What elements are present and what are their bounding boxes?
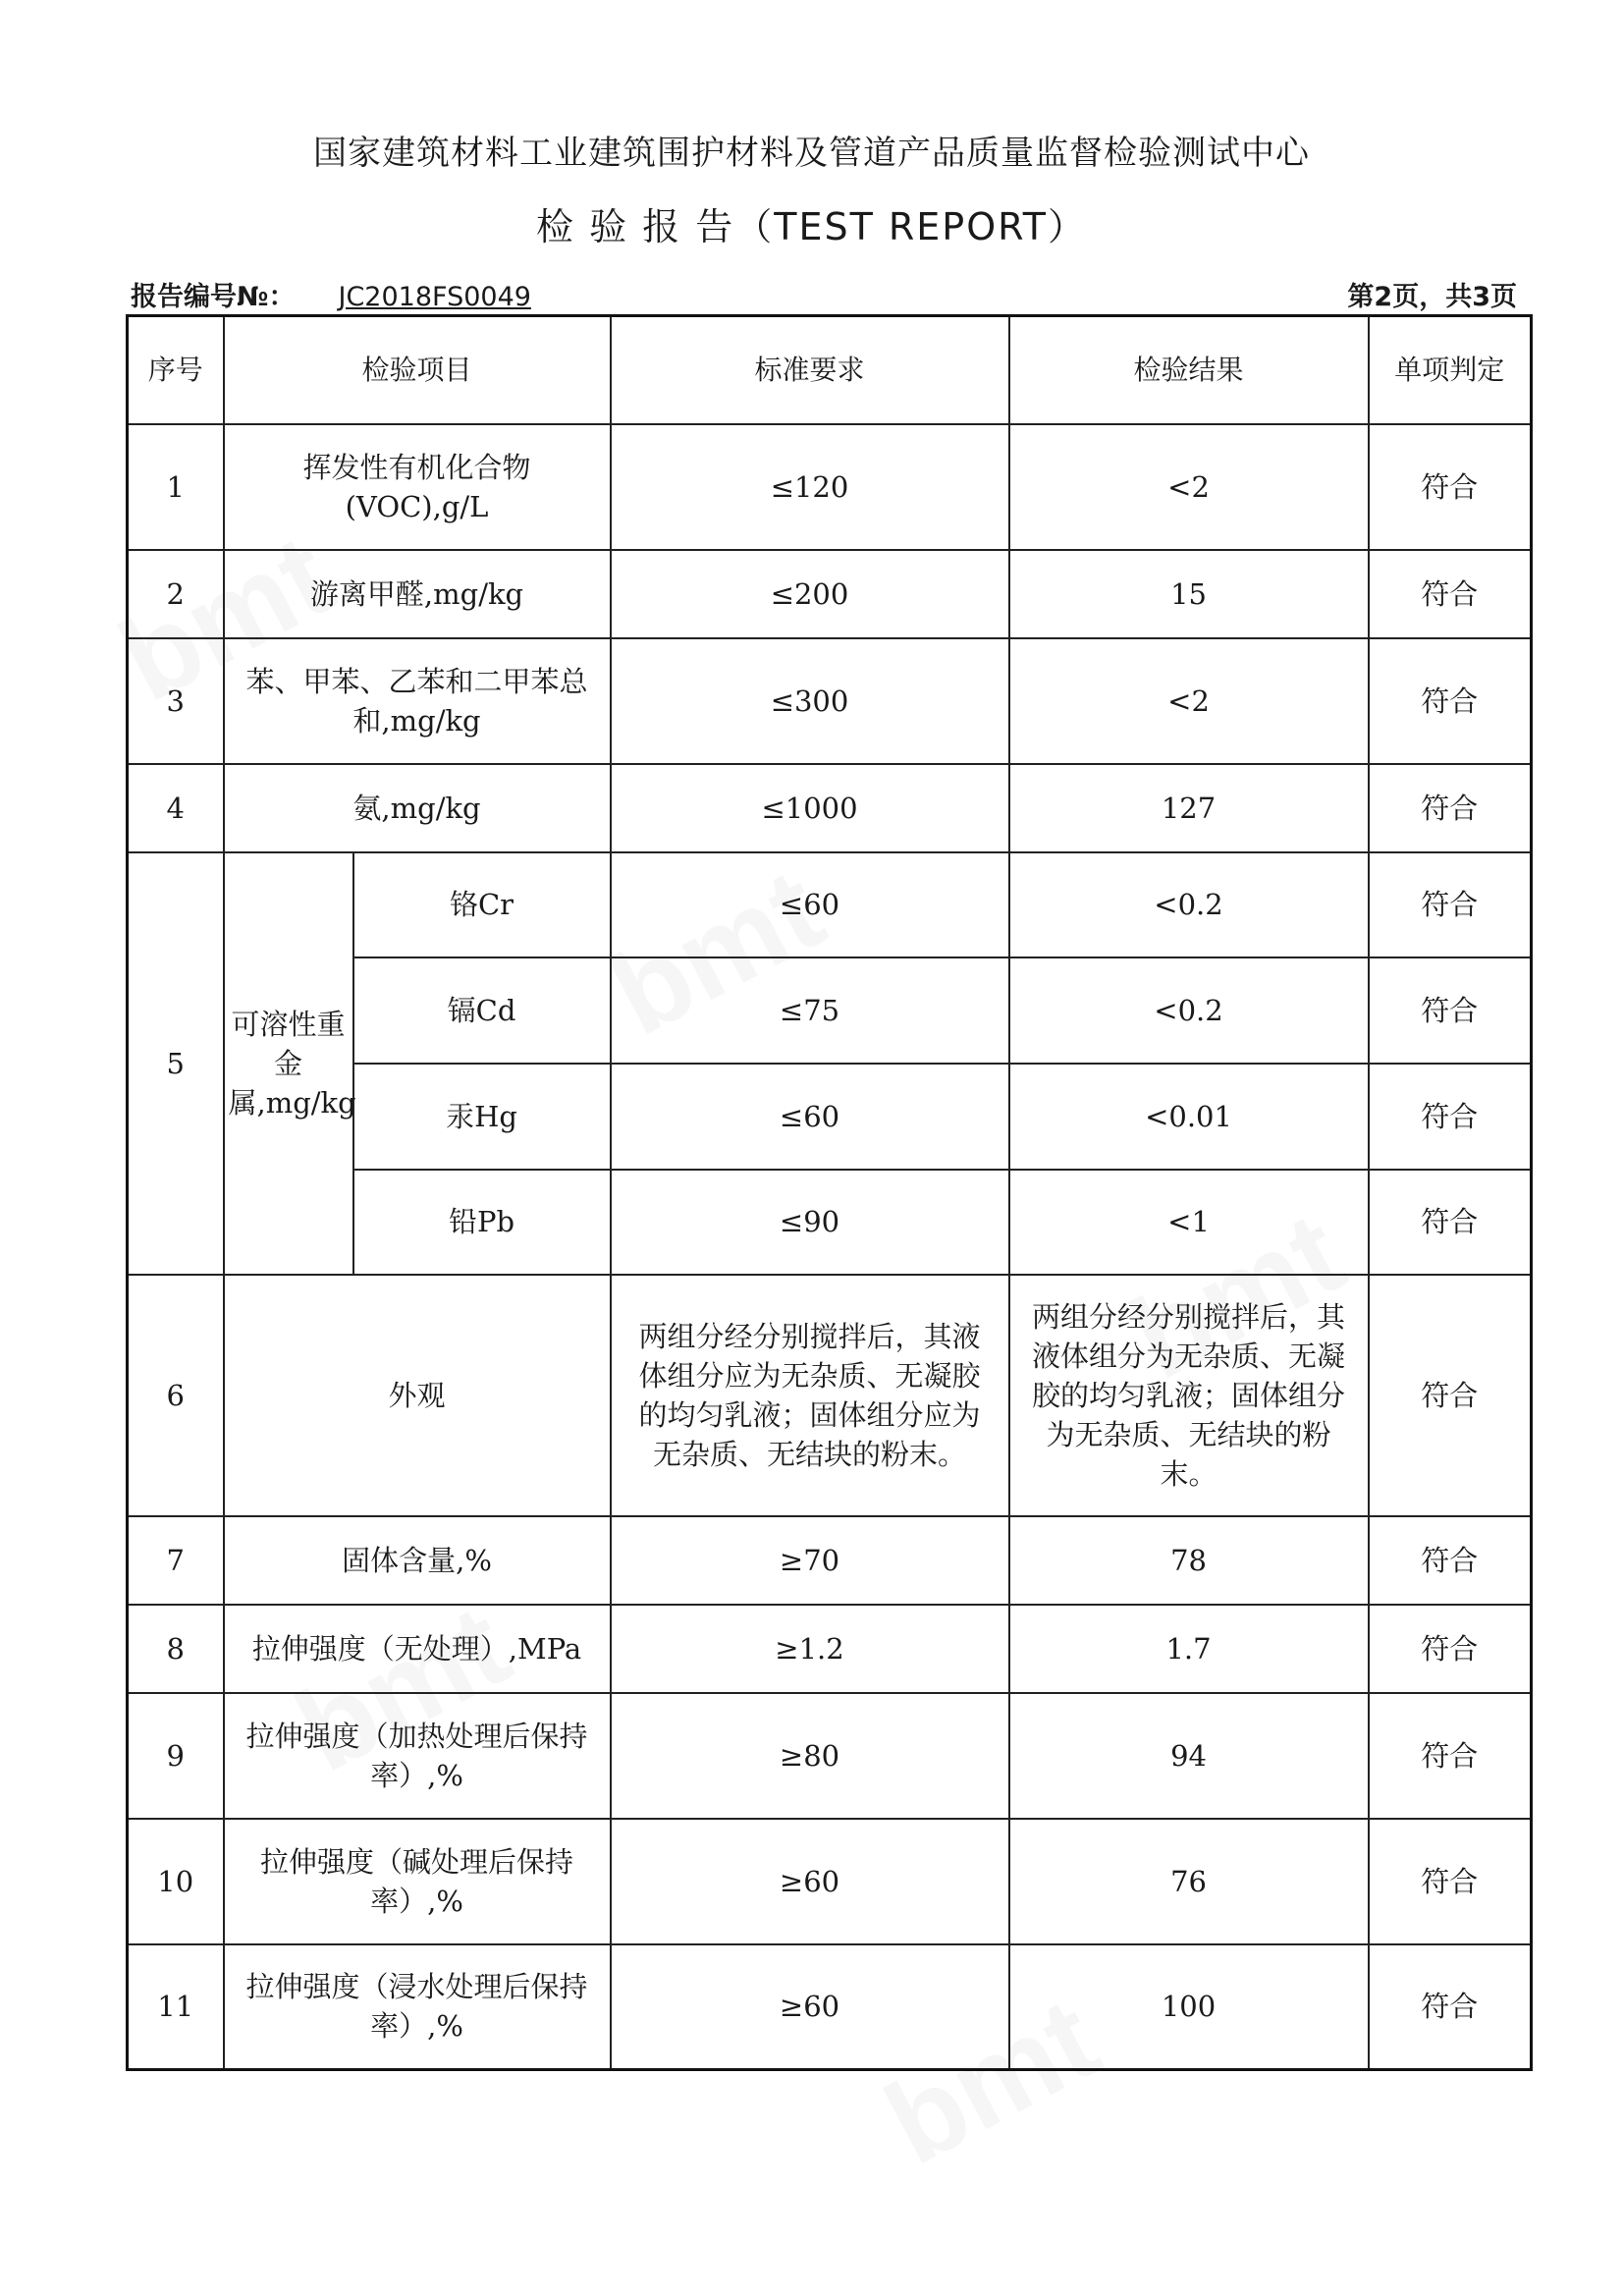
row-result: <2	[1009, 638, 1369, 764]
row-result: 127	[1009, 764, 1369, 852]
table-header-row	[128, 316, 1532, 424]
report-number	[131, 275, 531, 313]
row-result: <0.01	[1009, 1064, 1369, 1170]
row-result: <0.2	[1009, 852, 1369, 957]
row-result: 15	[1009, 550, 1369, 638]
row-result: 76	[1009, 1819, 1369, 1944]
row-requirement: ≥60	[611, 1819, 1009, 1944]
table-row	[128, 550, 1532, 638]
row-no: 1	[128, 424, 224, 550]
row-no: 3	[128, 638, 224, 764]
row-requirement: 两组分经分别搅拌后，其液体组分应为无杂质、无凝胶的均匀乳液；固体组分应为无杂质、无结块的粉末。	[611, 1275, 1009, 1516]
row-item: 固体含量,%	[224, 1516, 611, 1605]
row-verdict: 符合	[1369, 1275, 1532, 1516]
col-header-result: 检验结果	[1009, 316, 1369, 424]
row-group: 可溶性重金属,mg/kg	[224, 852, 353, 1275]
row-item: 苯、甲苯、乙苯和二甲苯总和,mg/kg	[224, 638, 611, 764]
row-item: 挥发性有机化合物(VOC),g/L	[224, 424, 611, 550]
row-verdict: 符合	[1369, 1693, 1532, 1819]
row-item: 游离甲醛,mg/kg	[224, 550, 611, 638]
table-row	[128, 1819, 1532, 1944]
table-row	[128, 424, 1532, 550]
page-info: 第2页，共3页	[1347, 282, 1517, 312]
row-no: 7	[128, 1516, 224, 1605]
row-requirement: ≥70	[611, 1516, 1009, 1605]
row-no: 11	[128, 1944, 224, 2070]
row-result: <1	[1009, 1170, 1369, 1275]
row-item: 拉伸强度（无处理）,MPa	[224, 1605, 611, 1693]
col-header-no: 序号	[128, 316, 224, 424]
table-row	[128, 1944, 1532, 2070]
row-no: 4	[128, 764, 224, 852]
table-row	[128, 1516, 1532, 1605]
row-verdict: 符合	[1369, 550, 1532, 638]
row-item: 拉伸强度（碱处理后保持率）,%	[224, 1819, 611, 1944]
row-item: 外观	[224, 1275, 611, 1516]
row-requirement: ≥80	[611, 1693, 1009, 1819]
col-header-item: 检验项目	[224, 316, 611, 424]
row-verdict: 符合	[1369, 1064, 1532, 1170]
row-requirement: ≥60	[611, 1944, 1009, 2070]
row-sub-item: 镉Cd	[353, 957, 611, 1064]
row-no: 6	[128, 1275, 224, 1516]
table-row	[128, 852, 1532, 957]
report-number-label: 报告编号№：	[131, 282, 296, 312]
row-requirement: ≤60	[611, 1064, 1009, 1170]
row-no: 9	[128, 1693, 224, 1819]
row-result: 100	[1009, 1944, 1369, 2070]
row-no: 2	[128, 550, 224, 638]
row-requirement: ≤75	[611, 957, 1009, 1064]
col-header-requirement: 标准要求	[611, 316, 1009, 424]
table-row	[128, 764, 1532, 852]
row-requirement: ≤60	[611, 852, 1009, 957]
row-requirement: ≥1.2	[611, 1605, 1009, 1693]
row-item: 拉伸强度（浸水处理后保持率）,%	[224, 1944, 611, 2070]
report-title: 检 验 报 告（TEST REPORT）	[536, 205, 1087, 248]
row-verdict: 符合	[1369, 764, 1532, 852]
row-verdict: 符合	[1369, 1516, 1532, 1605]
row-verdict: 符合	[1369, 957, 1532, 1064]
row-sub-item: 铅Pb	[353, 1170, 611, 1275]
row-sub-item: 汞Hg	[353, 1064, 611, 1170]
row-verdict: 符合	[1369, 852, 1532, 957]
row-result: 94	[1009, 1693, 1369, 1819]
row-sub-item: 铬Cr	[353, 852, 611, 957]
row-result: 1.7	[1009, 1605, 1369, 1693]
row-verdict: 符合	[1369, 1605, 1532, 1693]
row-item: 氨,mg/kg	[224, 764, 611, 852]
table-row	[128, 1605, 1532, 1693]
table-row	[128, 638, 1532, 764]
row-no: 10	[128, 1819, 224, 1944]
row-requirement: ≤1000	[611, 764, 1009, 852]
row-item: 拉伸强度（加热处理后保持率）,%	[224, 1693, 611, 1819]
row-no: 5	[128, 852, 224, 1275]
row-no: 8	[128, 1605, 224, 1693]
results-table	[126, 314, 1533, 2071]
row-requirement: ≤300	[611, 638, 1009, 764]
row-result: <2	[1009, 424, 1369, 550]
row-verdict: 符合	[1369, 424, 1532, 550]
row-result: 两组分经分别搅拌后，其液体组分为无杂质、无凝胶的均匀乳液；固体组分为无杂质、无结块的粉末。	[1009, 1275, 1369, 1516]
row-requirement: ≤90	[611, 1170, 1009, 1275]
row-result: <0.2	[1009, 957, 1369, 1064]
organization-name: 国家建筑材料工业建筑围护材料及管道产品质量监督检验测试中心	[313, 134, 1310, 173]
row-verdict: 符合	[1369, 1944, 1532, 2070]
row-requirement: ≤120	[611, 424, 1009, 550]
row-verdict: 符合	[1369, 1819, 1532, 1944]
report-number-value: JC2018FS0049	[338, 282, 531, 312]
row-verdict: 符合	[1369, 1170, 1532, 1275]
row-requirement: ≤200	[611, 550, 1009, 638]
table-row	[128, 1693, 1532, 1819]
table-row	[128, 1275, 1532, 1516]
row-result: 78	[1009, 1516, 1369, 1605]
col-header-verdict: 单项判定	[1369, 316, 1532, 424]
row-verdict: 符合	[1369, 638, 1532, 764]
